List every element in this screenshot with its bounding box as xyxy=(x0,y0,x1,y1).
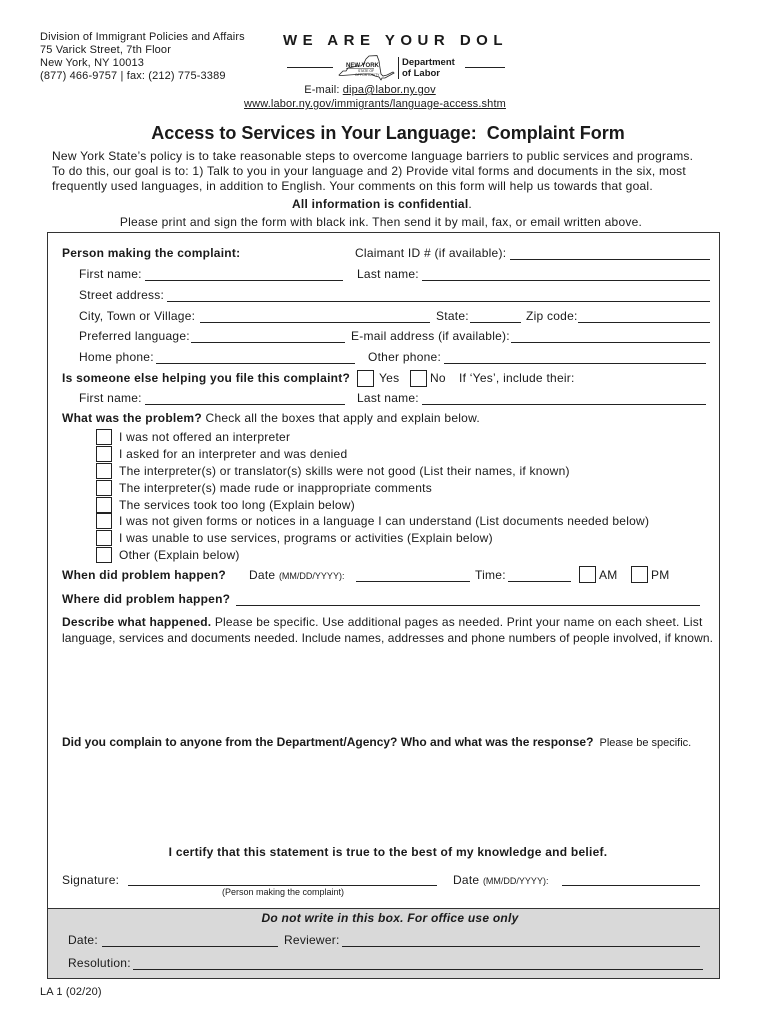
helper-question: Is someone else helping you file this complaint? xyxy=(62,371,351,385)
logo-tagline-2: OPPORTUNITY xyxy=(355,73,380,77)
reviewer-label: Reviewer: xyxy=(284,933,340,947)
signature-date-word: Date xyxy=(453,873,483,887)
describe-answer-area[interactable] xyxy=(60,648,710,730)
dol-logo xyxy=(286,54,506,82)
logo-state-name: NEW YORK xyxy=(346,63,379,69)
problem-option-label: The interpreter(s) or translator(s) skills were not good (List their names, if known) xyxy=(119,464,570,478)
helper-no-checkbox[interactable] xyxy=(410,370,427,387)
signature-caption: (Person making the complaint) xyxy=(221,887,345,897)
confidential-text: All information is confidential xyxy=(291,197,469,211)
problem-checkbox-2[interactable] xyxy=(96,446,112,462)
problem-checkbox-1[interactable] xyxy=(96,429,112,445)
office-date-label: Date: xyxy=(68,933,98,947)
logo-rule-right xyxy=(465,67,505,68)
when-date-format: (MM/DD/YYYY): xyxy=(278,571,345,581)
complainant-heading: Person making the complaint: xyxy=(62,246,241,260)
problem-instruction: Check all the boxes that apply and explain below. xyxy=(201,411,480,425)
instructions: Please print and sign the form with black ink. Then send it by mail, fax, or email written above. xyxy=(119,215,643,229)
describe-instruction-2: language, services and documents needed. Include names, addresses and phone numbers of people involved, if known. xyxy=(62,631,714,645)
logo-rule-left xyxy=(287,67,333,68)
where-question: Where did problem happen? xyxy=(62,592,231,606)
helper-first-name-label: First name: xyxy=(79,391,142,405)
problem-checkbox-6[interactable] xyxy=(96,513,112,529)
certification-statement: I certify that this statement is true to the best of my knowledge and belief. xyxy=(168,845,608,859)
office-city: New York, NY 10013 xyxy=(40,57,145,69)
last-name-label: Last name: xyxy=(357,267,419,281)
helper-yes-label: Yes xyxy=(379,371,400,385)
office-street: 75 Varick Street, 7th Floor xyxy=(40,44,172,56)
signature-date-field[interactable] xyxy=(562,885,700,886)
street-address-field[interactable] xyxy=(167,301,710,302)
describe-prompt-line-1 xyxy=(62,615,703,629)
claimant-id-field[interactable] xyxy=(510,259,710,260)
policy-line-3: frequently used languages, in addition to English. Your comments on this form will help us towards that goal. xyxy=(52,179,653,193)
policy-line-1: New York State’s policy is to take reasonable steps to overcome language barriers to public services and programs. xyxy=(52,149,694,163)
prior-complaint-instruction: Please be specific. xyxy=(593,737,692,749)
when-question: When did problem happen? xyxy=(62,568,226,582)
form-code: LA 1 (02/20) xyxy=(40,986,102,998)
logo-divider xyxy=(398,57,399,79)
problem-option-label: Other (Explain below) xyxy=(119,548,240,562)
last-name-field[interactable] xyxy=(422,280,710,281)
helper-last-name-label: Last name: xyxy=(357,391,419,405)
prior-complaint-question: Did you complain to anyone from the Department/Agency? Who and what was the response? xyxy=(62,735,594,749)
where-field[interactable] xyxy=(236,605,700,606)
helper-first-name-field[interactable] xyxy=(145,404,345,405)
preferred-language-label: Preferred language: xyxy=(79,329,190,343)
helper-no-label: No xyxy=(430,371,446,385)
other-phone-label: Other phone: xyxy=(368,350,442,364)
problem-option-label: I was not given forms or notices in a language I can understand (List documents needed below) xyxy=(119,514,650,528)
zip-field[interactable] xyxy=(578,322,710,323)
resolution-field[interactable] xyxy=(133,969,703,970)
home-phone-label: Home phone: xyxy=(79,350,154,364)
other-phone-field[interactable] xyxy=(444,363,706,364)
signature-date-label xyxy=(453,873,548,888)
policy-line-2: To do this, our goal is to: 1) Talk to you in your language and 2) Provide vital forms and documents in the six, most xyxy=(52,164,687,178)
email-label: E-mail: xyxy=(304,84,343,96)
city-field[interactable] xyxy=(200,322,430,323)
problem-checkbox-5[interactable] xyxy=(96,497,112,513)
pm-checkbox[interactable] xyxy=(631,566,648,583)
helper-note: If ‘Yes’, include their: xyxy=(459,371,575,385)
problem-checkbox-3[interactable] xyxy=(96,463,112,479)
when-date-word: Date xyxy=(249,568,279,582)
confidential-notice xyxy=(292,197,472,211)
when-time-field[interactable] xyxy=(508,581,571,582)
problem-option-label: I asked for an interpreter and was denied xyxy=(119,447,348,461)
problem-option-label: The interpreter(s) made rude or inappropriate comments xyxy=(119,481,432,495)
problem-option-label: I was unable to use services, programs or activities (Explain below) xyxy=(119,531,493,545)
contact-email-line xyxy=(304,84,436,97)
signature-date-format: (MM/DD/YYYY): xyxy=(482,876,549,886)
am-label: AM xyxy=(599,568,618,582)
website-link[interactable]: www.labor.ny.gov/immigrants/language-access.shtm xyxy=(244,98,506,110)
describe-heading: Describe what happened. xyxy=(62,615,212,629)
describe-instruction-1: Please be specific. Use additional pages as needed. Print your name on each sheet. List xyxy=(211,615,703,629)
office-phone-fax: (877) 466-9757 | fax: (212) 775-3389 xyxy=(40,70,226,82)
logo-department: Department xyxy=(402,57,455,68)
when-time-label: Time: xyxy=(475,568,506,582)
home-phone-field[interactable] xyxy=(156,363,355,364)
prior-complaint-answer-area[interactable] xyxy=(60,754,710,836)
claimant-id-label: Claimant ID # (if available): xyxy=(355,246,507,260)
problem-question: What was the problem? xyxy=(62,411,202,425)
signature-label: Signature: xyxy=(62,873,120,887)
helper-last-name-field[interactable] xyxy=(422,404,706,405)
email-address-field[interactable] xyxy=(511,342,710,343)
state-field[interactable] xyxy=(470,322,521,323)
preferred-language-field[interactable] xyxy=(191,342,345,343)
helper-yes-checkbox[interactable] xyxy=(357,370,374,387)
ny-state-logo-icon xyxy=(337,55,395,81)
problem-checkbox-7[interactable] xyxy=(96,530,112,546)
email-address-label: E-mail address (if available): xyxy=(351,329,510,343)
state-label: State: xyxy=(436,309,469,323)
problem-checkbox-4[interactable] xyxy=(96,480,112,496)
first-name-label: First name: xyxy=(79,267,142,281)
page-title: Access to Services in Your Language: Complaint Form xyxy=(151,123,625,143)
zip-label: Zip code: xyxy=(526,309,578,323)
resolution-label: Resolution: xyxy=(68,956,131,970)
prior-complaint-prompt xyxy=(62,735,691,750)
reviewer-field[interactable] xyxy=(342,946,700,947)
first-name-field[interactable] xyxy=(145,280,343,281)
confidential-period: . xyxy=(468,197,473,211)
office-name: Division of Immigrant Policies and Affairs xyxy=(40,31,245,43)
logo-of-labor: of Labor xyxy=(402,68,440,79)
when-date-label xyxy=(249,568,344,583)
problem-checkbox-8[interactable] xyxy=(96,547,112,563)
when-date-field[interactable] xyxy=(356,581,470,582)
office-use-heading: Do not write in this box. For office use only xyxy=(261,911,519,925)
office-date-field[interactable] xyxy=(102,946,278,947)
am-checkbox[interactable] xyxy=(579,566,596,583)
problem-option-label: The services took too long (Explain below) xyxy=(119,498,355,512)
city-label: City, Town or Village: xyxy=(79,309,196,323)
pm-label: PM xyxy=(651,568,670,582)
slogan: WE ARE YOUR DOL xyxy=(283,32,509,49)
email-link[interactable]: dipa@labor.ny.gov xyxy=(342,84,436,96)
street-address-label: Street address: xyxy=(79,288,165,302)
problem-option-label: I was not offered an interpreter xyxy=(119,430,291,444)
problem-prompt xyxy=(62,411,480,425)
logo-tagline-1: STATE OF xyxy=(358,69,375,73)
